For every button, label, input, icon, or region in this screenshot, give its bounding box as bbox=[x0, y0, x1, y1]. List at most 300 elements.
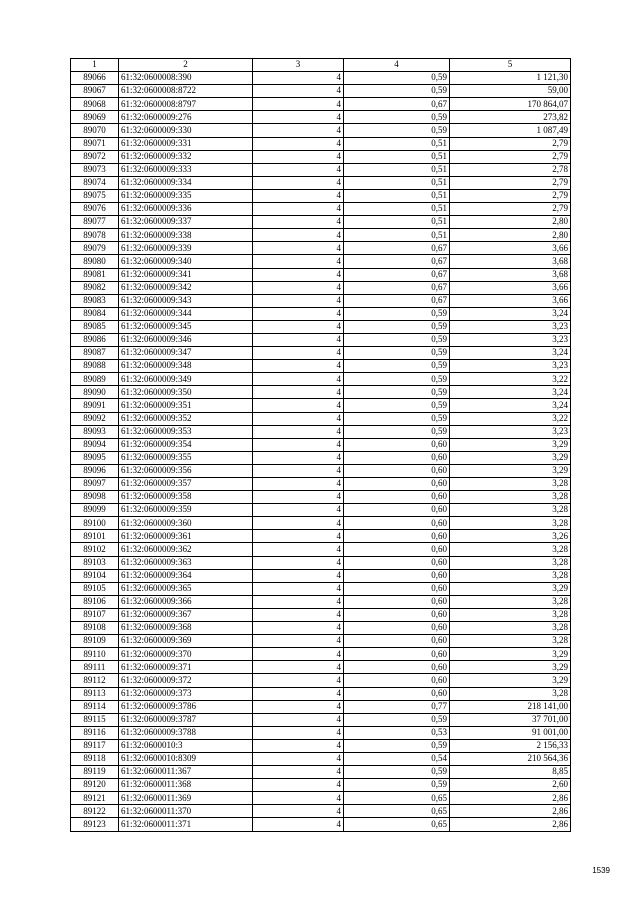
column-4-cell: 0,67 bbox=[344, 98, 450, 111]
cadastral-number-cell: 61:32:0600009:331 bbox=[119, 137, 253, 150]
row-number-cell: 89084 bbox=[71, 307, 119, 320]
cadastral-number-cell: 61:32:0600009:332 bbox=[119, 150, 253, 163]
cadastral-number-cell: 61:32:0600009:360 bbox=[119, 517, 253, 530]
row-number-cell: 89071 bbox=[71, 137, 119, 150]
cadastral-number-cell: 61:32:0600009:355 bbox=[119, 451, 253, 464]
column-4-cell: 0,59 bbox=[344, 333, 450, 346]
cadastral-number-cell: 61:32:0600009:353 bbox=[119, 425, 253, 438]
column-4-cell: 0,60 bbox=[344, 635, 450, 648]
row-number-cell: 89107 bbox=[71, 608, 119, 621]
row-number-cell: 89106 bbox=[71, 595, 119, 608]
row-number-cell: 89082 bbox=[71, 281, 119, 294]
column-3-cell: 4 bbox=[253, 766, 344, 779]
column-5-cell: 2,80 bbox=[450, 229, 571, 242]
column-5-cell: 3,23 bbox=[450, 333, 571, 346]
column-3-cell: 4 bbox=[253, 399, 344, 412]
column-5-cell: 3,29 bbox=[450, 438, 571, 451]
table-row bbox=[71, 294, 571, 307]
table-row bbox=[71, 792, 571, 805]
cadastral-number-cell: 61:32:0600009:342 bbox=[119, 281, 253, 294]
column-5-cell: 3,28 bbox=[450, 517, 571, 530]
row-number-cell: 89066 bbox=[71, 72, 119, 85]
column-5-cell: 3,24 bbox=[450, 347, 571, 360]
column-5-cell: 59,00 bbox=[450, 85, 571, 98]
row-number-cell: 89081 bbox=[71, 268, 119, 281]
column-3-cell: 4 bbox=[253, 189, 344, 202]
cadastral-number-cell: 61:32:0600009:370 bbox=[119, 648, 253, 661]
row-number-cell: 89111 bbox=[71, 661, 119, 674]
table-row bbox=[71, 85, 571, 98]
column-5-cell: 2,79 bbox=[450, 203, 571, 216]
cadastral-number-cell: 61:32:0600011:369 bbox=[119, 792, 253, 805]
table-row bbox=[71, 412, 571, 425]
column-3-cell: 4 bbox=[253, 674, 344, 687]
row-number-cell: 89077 bbox=[71, 216, 119, 229]
table-row bbox=[71, 399, 571, 412]
table-row bbox=[71, 347, 571, 360]
column-4-cell: 0,60 bbox=[344, 556, 450, 569]
cadastral-number-cell: 61:32:0600009:333 bbox=[119, 163, 253, 176]
table-row bbox=[71, 451, 571, 464]
table-row bbox=[71, 386, 571, 399]
row-number-cell: 89099 bbox=[71, 504, 119, 517]
row-number-cell: 89115 bbox=[71, 713, 119, 726]
column-4-cell: 0,60 bbox=[344, 504, 450, 517]
cadastral-number-cell: 61:32:0600008:8722 bbox=[119, 85, 253, 98]
table-row bbox=[71, 163, 571, 176]
row-number-cell: 89087 bbox=[71, 347, 119, 360]
column-4-cell: 0,59 bbox=[344, 124, 450, 137]
cadastral-number-cell: 61:32:0600009:330 bbox=[119, 124, 253, 137]
cadastral-number-cell: 61:32:0600009:357 bbox=[119, 478, 253, 491]
row-number-cell: 89116 bbox=[71, 726, 119, 739]
column-3-cell: 4 bbox=[253, 739, 344, 752]
column-5-cell: 218 141,00 bbox=[450, 700, 571, 713]
column-3-cell: 4 bbox=[253, 229, 344, 242]
column-header-4: 4 bbox=[344, 59, 450, 72]
row-number-cell: 89095 bbox=[71, 451, 119, 464]
column-3-cell: 4 bbox=[253, 307, 344, 320]
column-4-cell: 0,59 bbox=[344, 307, 450, 320]
table-row bbox=[71, 150, 571, 163]
column-3-cell: 4 bbox=[253, 294, 344, 307]
column-4-cell: 0,59 bbox=[344, 739, 450, 752]
column-4-cell: 0,67 bbox=[344, 281, 450, 294]
column-3-cell: 4 bbox=[253, 150, 344, 163]
table-row bbox=[71, 569, 571, 582]
table-row bbox=[71, 504, 571, 517]
column-5-cell: 3,28 bbox=[450, 622, 571, 635]
table-row bbox=[71, 203, 571, 216]
table-row bbox=[71, 779, 571, 792]
row-number-cell: 89101 bbox=[71, 530, 119, 543]
column-3-cell: 4 bbox=[253, 726, 344, 739]
column-3-cell: 4 bbox=[253, 163, 344, 176]
column-5-cell: 3,28 bbox=[450, 608, 571, 621]
table-row bbox=[71, 635, 571, 648]
column-4-cell: 0,77 bbox=[344, 700, 450, 713]
row-number-cell: 89079 bbox=[71, 242, 119, 255]
cadastral-number-cell: 61:32:0600009:368 bbox=[119, 622, 253, 635]
column-3-cell: 4 bbox=[253, 517, 344, 530]
column-3-cell: 4 bbox=[253, 543, 344, 556]
column-4-cell: 0,59 bbox=[344, 412, 450, 425]
cadastral-number-cell: 61:32:0600009:276 bbox=[119, 111, 253, 124]
column-5-cell: 2,79 bbox=[450, 137, 571, 150]
table-row bbox=[71, 648, 571, 661]
column-5-cell: 3,28 bbox=[450, 543, 571, 556]
row-number-cell: 89067 bbox=[71, 85, 119, 98]
row-number-cell: 89114 bbox=[71, 700, 119, 713]
column-5-cell: 3,26 bbox=[450, 530, 571, 543]
column-5-cell: 3,23 bbox=[450, 320, 571, 333]
table-row bbox=[71, 478, 571, 491]
cadastral-number-cell: 61:32:0600009:341 bbox=[119, 268, 253, 281]
column-3-cell: 4 bbox=[253, 255, 344, 268]
cadastral-number-cell: 61:32:0600009:361 bbox=[119, 530, 253, 543]
cadastral-number-cell: 61:32:0600008:390 bbox=[119, 72, 253, 85]
table-row bbox=[71, 543, 571, 556]
column-3-cell: 4 bbox=[253, 779, 344, 792]
cadastral-number-cell: 61:32:0600009:369 bbox=[119, 635, 253, 648]
table-row bbox=[71, 661, 571, 674]
row-number-cell: 89090 bbox=[71, 386, 119, 399]
column-3-cell: 4 bbox=[253, 792, 344, 805]
cadastral-number-cell: 61:32:0600009:351 bbox=[119, 399, 253, 412]
column-3-cell: 4 bbox=[253, 203, 344, 216]
column-4-cell: 0,51 bbox=[344, 176, 450, 189]
column-5-cell: 3,68 bbox=[450, 268, 571, 281]
column-5-cell: 3,23 bbox=[450, 360, 571, 373]
column-4-cell: 0,59 bbox=[344, 713, 450, 726]
column-3-cell: 4 bbox=[253, 176, 344, 189]
cadastral-number-cell: 61:32:0600009:373 bbox=[119, 687, 253, 700]
column-5-cell: 1 121,30 bbox=[450, 72, 571, 85]
column-4-cell: 0,53 bbox=[344, 726, 450, 739]
cadastral-number-cell: 61:32:0600009:362 bbox=[119, 543, 253, 556]
cadastral-number-cell: 61:32:0600009:340 bbox=[119, 255, 253, 268]
table-row bbox=[71, 255, 571, 268]
column-4-cell: 0,60 bbox=[344, 674, 450, 687]
row-number-cell: 89068 bbox=[71, 98, 119, 111]
table-row bbox=[71, 425, 571, 438]
table-row bbox=[71, 281, 571, 294]
table-row bbox=[71, 307, 571, 320]
cadastral-number-cell: 61:32:0600009:338 bbox=[119, 229, 253, 242]
table-row bbox=[71, 229, 571, 242]
column-5-cell: 3,24 bbox=[450, 399, 571, 412]
row-number-cell: 89069 bbox=[71, 111, 119, 124]
column-3-cell: 4 bbox=[253, 137, 344, 150]
column-5-cell: 2,86 bbox=[450, 818, 571, 831]
column-4-cell: 0,59 bbox=[344, 360, 450, 373]
column-5-cell: 3,68 bbox=[450, 255, 571, 268]
table-row bbox=[71, 360, 571, 373]
row-number-cell: 89110 bbox=[71, 648, 119, 661]
row-number-cell: 89089 bbox=[71, 373, 119, 386]
column-5-cell: 3,28 bbox=[450, 556, 571, 569]
table-row bbox=[71, 582, 571, 595]
cadastral-number-cell: 61:32:0600009:363 bbox=[119, 556, 253, 569]
column-5-cell: 2,79 bbox=[450, 189, 571, 202]
table-row bbox=[71, 517, 571, 530]
column-3-cell: 4 bbox=[253, 281, 344, 294]
column-3-cell: 4 bbox=[253, 530, 344, 543]
cadastral-number-cell: 61:32:0600009:346 bbox=[119, 333, 253, 346]
column-4-cell: 0,59 bbox=[344, 85, 450, 98]
column-4-cell: 0,60 bbox=[344, 530, 450, 543]
column-5-cell: 3,29 bbox=[450, 661, 571, 674]
column-4-cell: 0,59 bbox=[344, 779, 450, 792]
column-5-cell: 3,28 bbox=[450, 635, 571, 648]
row-number-cell: 89123 bbox=[71, 818, 119, 831]
column-4-cell: 0,67 bbox=[344, 242, 450, 255]
row-number-cell: 89072 bbox=[71, 150, 119, 163]
column-4-cell: 0,67 bbox=[344, 268, 450, 281]
column-4-cell: 0,51 bbox=[344, 137, 450, 150]
column-4-cell: 0,65 bbox=[344, 818, 450, 831]
cadastral-number-cell: 61:32:0600009:344 bbox=[119, 307, 253, 320]
column-4-cell: 0,60 bbox=[344, 569, 450, 582]
row-number-cell: 89117 bbox=[71, 739, 119, 752]
cadastral-number-cell: 61:32:0600009:365 bbox=[119, 582, 253, 595]
column-3-cell: 4 bbox=[253, 268, 344, 281]
cadastral-number-cell: 61:32:0600009:345 bbox=[119, 320, 253, 333]
column-4-cell: 0,54 bbox=[344, 752, 450, 765]
column-header-2: 2 bbox=[119, 59, 253, 72]
column-5-cell: 3,24 bbox=[450, 307, 571, 320]
column-3-cell: 4 bbox=[253, 805, 344, 818]
cadastral-number-cell: 61:32:0600009:348 bbox=[119, 360, 253, 373]
column-5-cell: 3,22 bbox=[450, 373, 571, 386]
column-3-cell: 4 bbox=[253, 595, 344, 608]
column-5-cell: 3,29 bbox=[450, 648, 571, 661]
column-5-cell: 3,28 bbox=[450, 504, 571, 517]
column-5-cell: 2,80 bbox=[450, 216, 571, 229]
row-number-cell: 89083 bbox=[71, 294, 119, 307]
column-4-cell: 0,59 bbox=[344, 320, 450, 333]
column-4-cell: 0,59 bbox=[344, 373, 450, 386]
column-3-cell: 4 bbox=[253, 425, 344, 438]
column-3-cell: 4 bbox=[253, 72, 344, 85]
column-3-cell: 4 bbox=[253, 635, 344, 648]
row-number-cell: 89093 bbox=[71, 425, 119, 438]
column-5-cell: 3,28 bbox=[450, 491, 571, 504]
column-3-cell: 4 bbox=[253, 687, 344, 700]
column-3-cell: 4 bbox=[253, 451, 344, 464]
column-5-cell: 3,28 bbox=[450, 478, 571, 491]
column-5-cell: 2,78 bbox=[450, 163, 571, 176]
cadastral-number-cell: 61:32:0600011:367 bbox=[119, 766, 253, 779]
column-5-cell: 2 156,33 bbox=[450, 739, 571, 752]
column-5-cell: 3,28 bbox=[450, 569, 571, 582]
table-row bbox=[71, 373, 571, 386]
table-row bbox=[71, 818, 571, 831]
row-number-cell: 89108 bbox=[71, 622, 119, 635]
cadastral-number-cell: 61:32:0600009:367 bbox=[119, 608, 253, 621]
row-number-cell: 89113 bbox=[71, 687, 119, 700]
cadastral-number-cell: 61:32:0600009:359 bbox=[119, 504, 253, 517]
column-4-cell: 0,60 bbox=[344, 478, 450, 491]
table-row bbox=[71, 687, 571, 700]
table-row bbox=[71, 700, 571, 713]
column-5-cell: 273,82 bbox=[450, 111, 571, 124]
table-row bbox=[71, 674, 571, 687]
table-row bbox=[71, 189, 571, 202]
column-4-cell: 0,60 bbox=[344, 464, 450, 477]
row-number-cell: 89073 bbox=[71, 163, 119, 176]
table-row bbox=[71, 766, 571, 779]
column-3-cell: 4 bbox=[253, 491, 344, 504]
column-3-cell: 4 bbox=[253, 216, 344, 229]
column-5-cell: 3,28 bbox=[450, 687, 571, 700]
cadastral-number-cell: 61:32:0600011:370 bbox=[119, 805, 253, 818]
cadastral-number-cell: 61:32:0600009:335 bbox=[119, 189, 253, 202]
column-4-cell: 0,60 bbox=[344, 661, 450, 674]
cadastral-number-cell: 61:32:0600009:3786 bbox=[119, 700, 253, 713]
document-page bbox=[70, 58, 570, 832]
column-5-cell: 210 564,36 bbox=[450, 752, 571, 765]
column-5-cell: 3,66 bbox=[450, 294, 571, 307]
column-5-cell: 2,86 bbox=[450, 805, 571, 818]
row-number-cell: 89075 bbox=[71, 189, 119, 202]
table-row bbox=[71, 98, 571, 111]
table-row bbox=[71, 595, 571, 608]
cadastral-number-cell: 61:32:0600011:371 bbox=[119, 818, 253, 831]
row-number-cell: 89119 bbox=[71, 766, 119, 779]
column-4-cell: 0,60 bbox=[344, 595, 450, 608]
table-row bbox=[71, 739, 571, 752]
column-3-cell: 4 bbox=[253, 242, 344, 255]
column-5-cell: 2,79 bbox=[450, 150, 571, 163]
column-3-cell: 4 bbox=[253, 320, 344, 333]
table-row bbox=[71, 622, 571, 635]
column-4-cell: 0,60 bbox=[344, 543, 450, 556]
cadastral-number-cell: 61:32:0600009:337 bbox=[119, 216, 253, 229]
row-number-cell: 89109 bbox=[71, 635, 119, 648]
column-3-cell: 4 bbox=[253, 752, 344, 765]
column-5-cell: 1 087,49 bbox=[450, 124, 571, 137]
column-5-cell: 2,60 bbox=[450, 779, 571, 792]
column-4-cell: 0,59 bbox=[344, 425, 450, 438]
column-5-cell: 2,86 bbox=[450, 792, 571, 805]
column-5-cell: 37 701,00 bbox=[450, 713, 571, 726]
row-number-cell: 89098 bbox=[71, 491, 119, 504]
column-4-cell: 0,60 bbox=[344, 582, 450, 595]
row-number-cell: 89122 bbox=[71, 805, 119, 818]
cadastral-number-cell: 61:32:0600009:343 bbox=[119, 294, 253, 307]
table-row bbox=[71, 726, 571, 739]
column-4-cell: 0,60 bbox=[344, 687, 450, 700]
column-3-cell: 4 bbox=[253, 556, 344, 569]
page-number: 1539 bbox=[592, 866, 610, 875]
cadastral-number-cell: 61:32:0600009:350 bbox=[119, 386, 253, 399]
column-3-cell: 4 bbox=[253, 464, 344, 477]
table-row bbox=[71, 805, 571, 818]
column-4-cell: 0,67 bbox=[344, 294, 450, 307]
table-row bbox=[71, 268, 571, 281]
column-header-3: 3 bbox=[253, 59, 344, 72]
column-5-cell: 3,29 bbox=[450, 464, 571, 477]
cadastral-number-cell: 61:32:0600009:334 bbox=[119, 176, 253, 189]
row-number-cell: 89118 bbox=[71, 752, 119, 765]
column-4-cell: 0,60 bbox=[344, 622, 450, 635]
table-row bbox=[71, 72, 571, 85]
column-4-cell: 0,51 bbox=[344, 203, 450, 216]
column-3-cell: 4 bbox=[253, 582, 344, 595]
column-3-cell: 4 bbox=[253, 360, 344, 373]
column-5-cell: 3,24 bbox=[450, 386, 571, 399]
column-header-5: 5 bbox=[450, 59, 571, 72]
column-3-cell: 4 bbox=[253, 412, 344, 425]
cadastral-number-cell: 61:32:0600009:356 bbox=[119, 464, 253, 477]
column-3-cell: 4 bbox=[253, 700, 344, 713]
cadastral-number-cell: 61:32:0600009:349 bbox=[119, 373, 253, 386]
column-5-cell: 3,29 bbox=[450, 582, 571, 595]
column-5-cell: 3,23 bbox=[450, 425, 571, 438]
column-4-cell: 0,59 bbox=[344, 766, 450, 779]
column-3-cell: 4 bbox=[253, 347, 344, 360]
cadastral-number-cell: 61:32:0600009:339 bbox=[119, 242, 253, 255]
table-row bbox=[71, 556, 571, 569]
column-4-cell: 0,65 bbox=[344, 805, 450, 818]
column-header-1: 1 bbox=[71, 59, 119, 72]
table-row bbox=[71, 333, 571, 346]
cadastral-number-cell: 61:32:0600009:371 bbox=[119, 661, 253, 674]
column-5-cell: 3,29 bbox=[450, 674, 571, 687]
cadastral-number-cell: 61:32:0600009:354 bbox=[119, 438, 253, 451]
cadastral-number-cell: 61:32:0600011:368 bbox=[119, 779, 253, 792]
row-number-cell: 89103 bbox=[71, 556, 119, 569]
column-5-cell: 2,79 bbox=[450, 176, 571, 189]
column-3-cell: 4 bbox=[253, 333, 344, 346]
cadastral-number-cell: 61:32:0600009:366 bbox=[119, 595, 253, 608]
column-4-cell: 0,51 bbox=[344, 229, 450, 242]
row-number-cell: 89094 bbox=[71, 438, 119, 451]
table-row bbox=[71, 320, 571, 333]
cadastral-number-cell: 61:32:0600010:8309 bbox=[119, 752, 253, 765]
column-5-cell: 91 001,00 bbox=[450, 726, 571, 739]
column-3-cell: 4 bbox=[253, 373, 344, 386]
column-3-cell: 4 bbox=[253, 713, 344, 726]
column-4-cell: 0,59 bbox=[344, 111, 450, 124]
cadastral-number-cell: 61:32:0600009:364 bbox=[119, 569, 253, 582]
column-5-cell: 8,85 bbox=[450, 766, 571, 779]
table-row bbox=[71, 752, 571, 765]
row-number-cell: 89088 bbox=[71, 360, 119, 373]
table-row bbox=[71, 137, 571, 150]
row-number-cell: 89086 bbox=[71, 333, 119, 346]
row-number-cell: 89102 bbox=[71, 543, 119, 556]
row-number-cell: 89104 bbox=[71, 569, 119, 582]
column-4-cell: 0,59 bbox=[344, 347, 450, 360]
column-4-cell: 0,59 bbox=[344, 72, 450, 85]
row-number-cell: 89120 bbox=[71, 779, 119, 792]
column-4-cell: 0,67 bbox=[344, 255, 450, 268]
column-4-cell: 0,60 bbox=[344, 517, 450, 530]
table-row bbox=[71, 608, 571, 621]
row-number-cell: 89112 bbox=[71, 674, 119, 687]
cadastral-number-cell: 61:32:0600009:336 bbox=[119, 203, 253, 216]
column-4-cell: 0,51 bbox=[344, 150, 450, 163]
row-number-cell: 89080 bbox=[71, 255, 119, 268]
row-number-cell: 89076 bbox=[71, 203, 119, 216]
column-4-cell: 0,65 bbox=[344, 792, 450, 805]
column-3-cell: 4 bbox=[253, 569, 344, 582]
row-number-cell: 89097 bbox=[71, 478, 119, 491]
table-row bbox=[71, 438, 571, 451]
column-3-cell: 4 bbox=[253, 386, 344, 399]
